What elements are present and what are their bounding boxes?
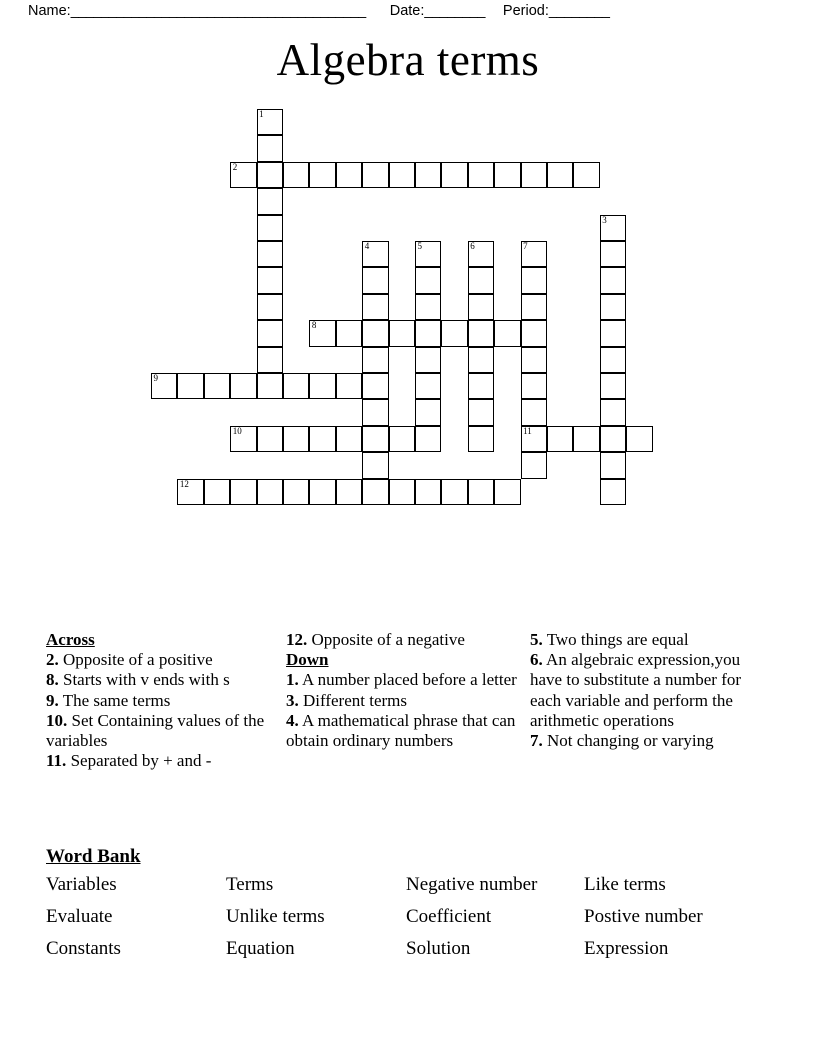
crossword-cell[interactable] — [415, 426, 441, 452]
crossword-cell[interactable] — [257, 479, 283, 505]
crossword-cell-number: 11 — [523, 425, 532, 436]
date-blank-line[interactable]: ________ — [424, 3, 485, 19]
crossword-cell[interactable] — [230, 373, 256, 399]
crossword-cell[interactable] — [415, 399, 441, 425]
word-bank-item: Variables — [46, 874, 117, 895]
crossword-cell[interactable] — [521, 452, 547, 478]
clue-number: 2. — [46, 650, 59, 670]
crossword-cell[interactable] — [521, 241, 547, 267]
word-bank-item: Like terms — [584, 874, 666, 895]
crossword-cell-number: 6 — [470, 241, 475, 251]
clues-section — [46, 630, 770, 772]
crossword-cell[interactable] — [600, 479, 626, 505]
crossword-cell-number: 2 — [232, 161, 238, 172]
crossword-cell[interactable] — [415, 479, 441, 505]
date-label: Date: — [389, 3, 425, 19]
crossword-cell[interactable] — [362, 320, 388, 346]
crossword-cell[interactable] — [494, 320, 520, 346]
crossword-grid[interactable] — [151, 109, 681, 529]
period-blank-line[interactable]: ________ — [548, 3, 610, 19]
crossword-cell[interactable] — [415, 347, 441, 373]
crossword-cell[interactable] — [309, 479, 335, 505]
crossword-cell[interactable] — [389, 320, 415, 346]
crossword-cell-number: 5 — [417, 241, 422, 251]
clue-number: 3. — [286, 690, 299, 710]
name-blank-line[interactable]: _______________________________________ — [70, 3, 366, 19]
crossword-cell[interactable] — [283, 162, 309, 188]
crossword-cell-number: 10 — [232, 425, 242, 436]
crossword-cell[interactable] — [468, 320, 494, 346]
crossword-cell[interactable] — [521, 373, 547, 399]
word-bank-item: Unlike terms — [226, 905, 325, 927]
clue-number: 6. — [530, 650, 543, 670]
crossword-cell[interactable] — [230, 162, 256, 188]
crossword-cell[interactable] — [309, 426, 335, 452]
clue-number: 1. — [286, 670, 299, 690]
crossword-cell-number: 12 — [179, 478, 189, 489]
word-bank-heading: Word Bank — [46, 846, 141, 867]
clue-across-9 — [46, 691, 276, 711]
crossword-cell[interactable] — [257, 135, 283, 161]
crossword-cell[interactable] — [283, 426, 309, 452]
crossword-cell[interactable] — [257, 109, 283, 135]
student-info-row — [0, 0, 816, 24]
word-bank-item: Equation — [226, 937, 295, 959]
crossword-cell[interactable] — [600, 426, 626, 452]
clue-across-10 — [46, 711, 276, 751]
across-heading: Across — [46, 630, 95, 649]
crossword-cell[interactable] — [626, 426, 652, 452]
crossword-cell[interactable] — [257, 320, 283, 346]
crossword-cell[interactable] — [389, 162, 415, 188]
crossword-cell[interactable] — [362, 373, 388, 399]
date-field-group — [390, 3, 485, 19]
clue-across-12 — [286, 630, 520, 650]
crossword-cell[interactable] — [521, 399, 547, 425]
crossword-cell[interactable] — [547, 162, 573, 188]
crossword-cell[interactable] — [468, 426, 494, 452]
crossword-cell[interactable] — [600, 320, 626, 346]
crossword-cell[interactable] — [230, 426, 256, 452]
crossword-cell[interactable] — [257, 267, 283, 293]
crossword-cell[interactable] — [573, 426, 599, 452]
crossword-cell[interactable] — [494, 479, 520, 505]
crossword-cell[interactable] — [468, 479, 494, 505]
clue-down-5 — [530, 630, 760, 650]
clue-number: 4. — [286, 710, 299, 730]
crossword-cell-number: 8 — [311, 320, 317, 331]
crossword-cell[interactable] — [468, 347, 494, 373]
crossword-cell[interactable] — [336, 373, 362, 399]
crossword-cell-number: 3 — [602, 214, 607, 225]
name-label: Name: — [28, 3, 71, 19]
crossword-cell[interactable] — [257, 215, 283, 241]
clue-text: Not changing or varying — [542, 731, 714, 751]
crossword-cell[interactable] — [204, 479, 230, 505]
crossword-cell[interactable] — [309, 320, 335, 346]
crossword-cell[interactable] — [600, 399, 626, 425]
clue-text: A number placed before a letter — [298, 670, 517, 690]
crossword-cell-number: 1 — [259, 109, 264, 119]
crossword-cell[interactable] — [177, 373, 203, 399]
clue-number: 11. — [46, 751, 67, 771]
crossword-cell[interactable] — [521, 320, 547, 346]
crossword-cell[interactable] — [362, 452, 388, 478]
name-field-group — [28, 3, 366, 19]
crossword-cell[interactable] — [573, 162, 599, 188]
clue-down-7 — [530, 731, 760, 751]
crossword-cell[interactable] — [283, 479, 309, 505]
clue-number: 12. — [286, 630, 308, 649]
word-bank-item: Coefficient — [406, 905, 492, 927]
word-bank-item: Evaluate — [46, 905, 113, 927]
crossword-cell[interactable] — [309, 373, 335, 399]
crossword-cell[interactable] — [389, 426, 415, 452]
crossword-cell[interactable] — [415, 162, 441, 188]
clue-text: A mathematical phrase that can obtain ordinary numbers — [286, 710, 516, 751]
crossword-cell[interactable] — [257, 241, 283, 267]
word-bank-item: Terms — [226, 874, 274, 895]
crossword-cell[interactable] — [230, 479, 256, 505]
crossword-cell[interactable] — [257, 294, 283, 320]
crossword-cell[interactable] — [494, 162, 520, 188]
clue-number: 9. — [46, 690, 59, 710]
crossword-cell[interactable] — [177, 479, 203, 505]
crossword-cell[interactable] — [283, 373, 309, 399]
crossword-cell[interactable] — [441, 320, 467, 346]
crossword-cell[interactable] — [362, 241, 388, 267]
crossword-cell[interactable] — [600, 452, 626, 478]
crossword-cell[interactable] — [362, 426, 388, 452]
crossword-cell[interactable] — [415, 294, 441, 320]
clue-number: 7. — [530, 731, 543, 751]
crossword-cell[interactable] — [415, 241, 441, 267]
crossword-cell[interactable] — [468, 162, 494, 188]
clue-number: 8. — [46, 670, 59, 690]
crossword-cell[interactable] — [600, 241, 626, 267]
crossword-cell[interactable] — [415, 267, 441, 293]
crossword-cell[interactable] — [521, 162, 547, 188]
period-label: Period: — [502, 3, 549, 19]
clue-across-11 — [46, 751, 276, 771]
clue-number: 10. — [46, 710, 68, 730]
crossword-cell[interactable] — [309, 162, 335, 188]
word-bank-section — [46, 846, 770, 963]
page-title: Algebra terms — [276, 35, 540, 85]
crossword-cell[interactable] — [600, 267, 626, 293]
clues-column-1 — [46, 630, 286, 772]
crossword-cell-number: 9 — [153, 373, 158, 383]
crossword-cell[interactable] — [204, 373, 230, 399]
crossword-cell-number: 7 — [523, 241, 528, 251]
crossword-cell[interactable] — [257, 162, 283, 188]
clue-text: Starts with v ends with s — [58, 670, 230, 690]
crossword-cell[interactable] — [151, 373, 177, 399]
crossword-cell[interactable] — [468, 294, 494, 320]
crossword-cell[interactable] — [468, 241, 494, 267]
clue-across-2 — [46, 650, 276, 670]
down-heading: Down — [286, 650, 329, 670]
crossword-cell[interactable] — [336, 479, 362, 505]
crossword-cell[interactable] — [389, 479, 415, 505]
crossword-cell[interactable] — [600, 373, 626, 399]
crossword-cell[interactable] — [521, 294, 547, 320]
clue-across-8 — [46, 670, 276, 690]
word-bank-item: Postive number — [584, 905, 703, 927]
crossword-cell[interactable] — [521, 267, 547, 293]
crossword-cell[interactable] — [257, 347, 283, 373]
clue-text: Opposite of a positive — [58, 650, 213, 670]
crossword-cell[interactable] — [257, 426, 283, 452]
crossword-cell[interactable] — [415, 373, 441, 399]
crossword-cell[interactable] — [362, 347, 388, 373]
crossword-cell[interactable] — [257, 373, 283, 399]
clue-down-4 — [286, 711, 520, 751]
clues-column-3 — [530, 630, 770, 772]
crossword-cell[interactable] — [362, 267, 388, 293]
crossword-cell[interactable] — [468, 267, 494, 293]
clue-text: Different terms — [298, 690, 408, 710]
clue-text: The same terms — [58, 690, 171, 710]
clue-text: Separated by + and - — [66, 751, 212, 771]
word-bank-item: Expression — [584, 937, 669, 959]
clue-text: Two things are equal — [542, 630, 689, 649]
clues-column-2 — [286, 630, 530, 772]
crossword-cell[interactable] — [362, 294, 388, 320]
crossword-cell[interactable] — [362, 479, 388, 505]
crossword-cell[interactable] — [468, 399, 494, 425]
crossword-cell[interactable] — [336, 320, 362, 346]
clue-number: 5. — [530, 630, 543, 649]
crossword-cell[interactable] — [600, 215, 626, 241]
crossword-cell[interactable] — [257, 188, 283, 214]
word-bank-item: Constants — [46, 937, 121, 959]
clue-down-1 — [286, 670, 520, 690]
crossword-cell[interactable] — [441, 479, 467, 505]
crossword-cell[interactable] — [336, 162, 362, 188]
clue-down-6 — [530, 650, 760, 731]
crossword-cell[interactable] — [521, 347, 547, 373]
clue-text: Opposite of a negative — [307, 630, 465, 649]
crossword-cell[interactable] — [468, 373, 494, 399]
word-bank-item: Solution — [406, 937, 471, 959]
crossword-cell[interactable] — [547, 426, 573, 452]
clue-text: Set Containing values of the variables — [46, 710, 265, 751]
crossword-cell[interactable] — [600, 294, 626, 320]
crossword-cell[interactable] — [441, 162, 467, 188]
crossword-cell[interactable] — [336, 426, 362, 452]
crossword-cell-number: 4 — [364, 241, 370, 251]
crossword-cell[interactable] — [521, 426, 547, 452]
clue-text: An algebraic expression,you have to substitute a number for each variable and perform the arithmetic operations — [530, 650, 742, 730]
word-bank-item: Negative number — [406, 874, 538, 895]
clue-down-3 — [286, 691, 520, 711]
crossword-cell[interactable] — [362, 162, 388, 188]
word-bank-grid — [46, 872, 770, 963]
crossword-cell[interactable] — [362, 399, 388, 425]
crossword-cell[interactable] — [600, 347, 626, 373]
period-field-group — [503, 3, 609, 19]
crossword-cell[interactable] — [415, 320, 441, 346]
